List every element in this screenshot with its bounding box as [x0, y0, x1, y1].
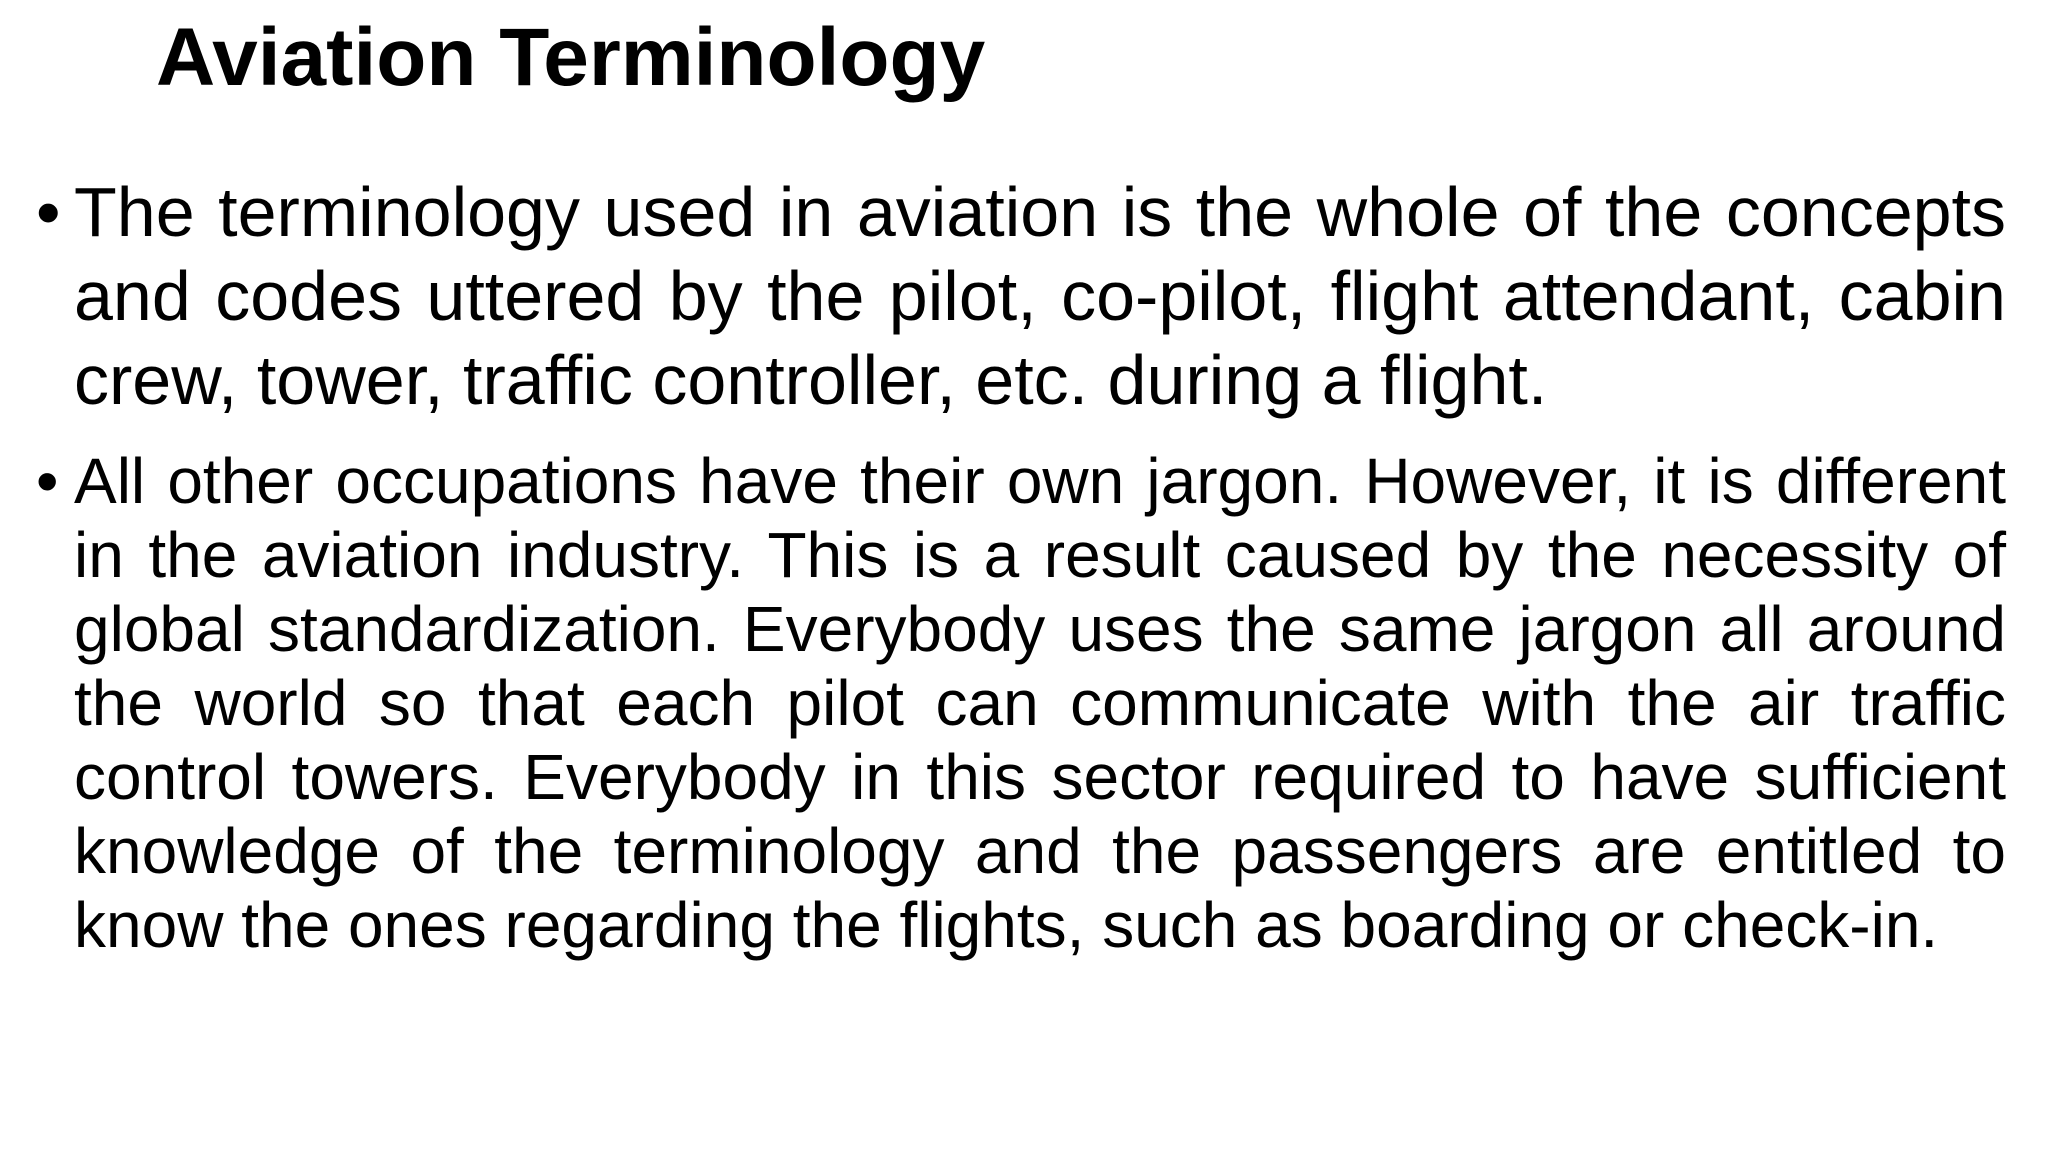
bullet-item-global-standardization	[36, 444, 2006, 962]
bullet-item-terminology-definition	[36, 170, 2006, 422]
slide-title: Aviation Terminology	[156, 12, 986, 103]
bullet-dot-icon: •	[36, 173, 61, 251]
bullet-list	[36, 170, 2006, 962]
bullet-dot-icon: •	[36, 445, 59, 517]
bullet-text: All other occupations have their own jargon. However, it is different in the aviation industry. This is a result caused by the necessity of global standardization. Everybody uses the same jargon all around the world so that each pilot can communicate with the air traffic control towers. Everybody in this sector required to have sufficient knowledge of the terminology and the passengers are entitled to know the ones regarding the flights, such as boarding or check-in.	[74, 445, 2006, 961]
bullet-text: The terminology used in aviation is the whole of the concepts and codes uttered by the pilot, co-pilot, flight attendant, cabin crew, tower, traffic controller, etc. during a flight.	[74, 173, 2006, 419]
